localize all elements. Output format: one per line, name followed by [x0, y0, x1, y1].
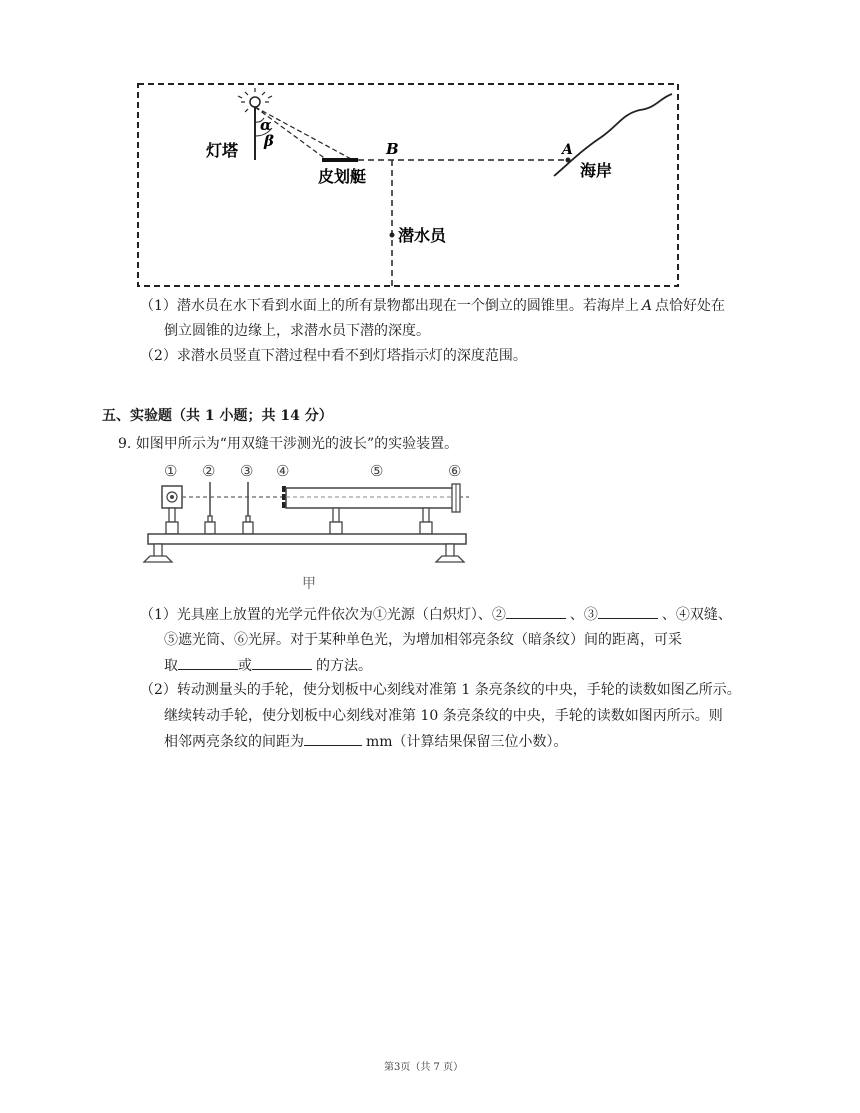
support-posts — [166, 508, 432, 534]
q9-stem: 9. 如图甲所示为“用双缝干涉测光的波长”的实验装置。 — [118, 436, 459, 452]
q9-part2-line3 — [164, 731, 568, 752]
q8-part2: （2）求潜水员竖直下潜过程中看不到灯塔指示灯的深度范围。 — [140, 348, 527, 364]
answer-blank-method-2[interactable] — [252, 655, 312, 670]
q8-part1-line1 — [140, 296, 725, 316]
lighthouse-diver-diagram — [130, 78, 690, 292]
q9-part1-text-or: 或 — [238, 658, 252, 674]
q9-part1-text-method: 的方法。 — [316, 658, 372, 674]
label-boat: 皮划艇 — [318, 167, 367, 186]
q8-part1-text: （1）潜水员在水下看到水面上的所有景物都出现在一个倒立的圆锥里。若海岸上 — [140, 298, 639, 314]
label-point-b: B — [386, 140, 399, 158]
q9-part2-text-a: 相邻两亮条纹的间距为 — [164, 734, 304, 750]
label-point-a: A — [562, 142, 573, 158]
answer-blank-method-1[interactable] — [178, 655, 238, 670]
answer-blank-spacing[interactable] — [304, 731, 362, 746]
figure-caption-jia: 甲 — [302, 576, 316, 592]
marker-3: ③ — [240, 462, 254, 480]
screen-element — [452, 484, 460, 512]
q8-point-a-ref: A — [641, 298, 653, 314]
diver-point — [390, 233, 395, 238]
light-shield-tube — [286, 488, 456, 508]
q9-part1-text-qu: 取 — [164, 658, 178, 674]
label-shore: 海岸 — [580, 161, 613, 180]
q8-part1-line2: 倒立圆锥的边缘上，求潜水员下潜的深度。 — [164, 323, 430, 339]
q9-part1-line2: ⑤遮光筒、⑥光屏。对于某种单色光，为增加相邻亮条纹（暗条纹）间的距离，可采 — [164, 632, 682, 648]
shoreline — [554, 94, 672, 176]
q9-part2-line2: 继续转动手轮，使分划板中心刻线对准第 10 条亮条纹的中央，手轮的读数如图丙所示。则 — [164, 708, 723, 724]
marker-5: ⑤ — [370, 462, 384, 480]
marker-4: ④ — [276, 462, 290, 480]
q9-part2-line1: （2）转动测量头的手轮，使分划板中心刻线对准第 1 条亮条纹的中央，手轮的读数如图乙所示。 — [140, 682, 741, 698]
diagram-border — [138, 84, 678, 286]
answer-blank-2[interactable] — [506, 604, 566, 619]
answer-blank-3[interactable] — [598, 604, 658, 619]
point-a — [566, 158, 571, 163]
q9-part2-text-b: mm（计算结果保留三位小数）。 — [366, 734, 568, 750]
marker-2: ② — [202, 462, 216, 480]
optical-bench-rail — [148, 534, 466, 544]
optical-bench-diagram — [140, 458, 480, 592]
marker-1: ① — [164, 462, 178, 480]
page-footer: 第3页（共 7 页） — [384, 1062, 464, 1073]
label-lighthouse: 灯塔 — [206, 141, 239, 160]
q9-part1-text-c: 、④双缝、 — [661, 607, 732, 623]
bench-legs — [144, 544, 464, 562]
q8-part1-text-end: 点恰好处在 — [655, 298, 726, 314]
section-5-heading: 五、实验题（共 1 小题；共 14 分） — [102, 408, 333, 424]
label-alpha: α — [260, 116, 272, 134]
q9-part1-line3 — [164, 655, 372, 676]
marker-6: ⑥ — [448, 462, 462, 480]
q9-part1-text-b: 、③ — [569, 607, 598, 623]
label-beta: β — [264, 132, 274, 150]
light-source-icon — [162, 486, 182, 508]
q9-part1-text-a: （1）光具座上放置的光学元件依次为①光源（白炽灯）、② — [140, 607, 506, 623]
label-diver: 潜水员 — [398, 226, 447, 245]
q9-part1-line1 — [140, 604, 732, 625]
